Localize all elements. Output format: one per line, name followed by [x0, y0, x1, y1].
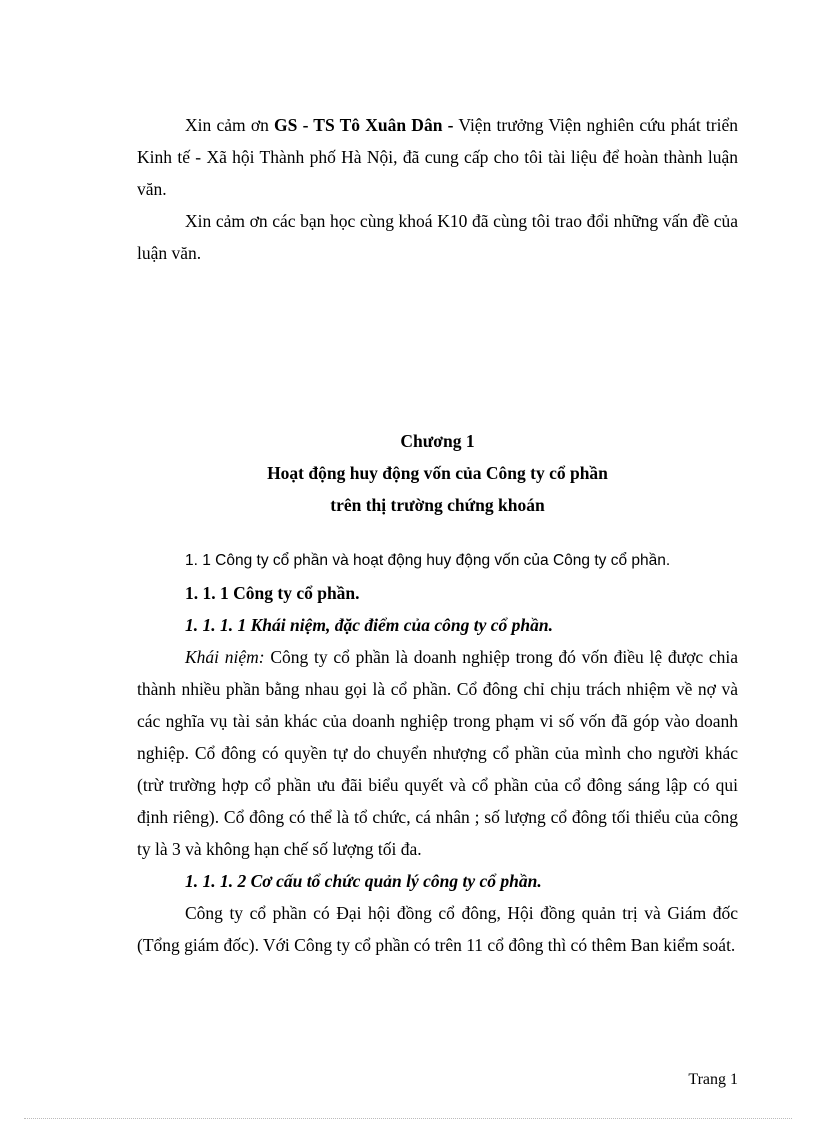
section-1-1-heading: 1. 1 Công ty cổ phần và hoạt động huy động vốn của Công ty cổ phần. — [185, 552, 671, 569]
definition-text: Công ty cổ phần là doanh nghiệp trong đó vốn điều lệ được chia thành nhiều phần bằng nhau gọi là cổ phần. Cổ đông chỉ chịu trách nhiệm về nợ và các nghĩa vụ tài sản khác của doanh nghiệp trong phạm vi số vốn đã góp vào doanh nghiệp. Cổ đông có quyền tự do chuyển nhượng cổ phần của mình cho người khác (trừ trường hợp cổ phần ưu đãi biểu quyết và cổ phần của cổ đông sáng lập có qui định riêng). Cổ đông có thể là tổ chức, cá nhân ; số lượng cổ đông tối thiểu của công ty là 3 và không hạn chế số lượng tối đa. — [137, 647, 738, 859]
chapter-number: Chương 1 — [400, 431, 475, 451]
chapter-title-line-2: trên thị trường chứng khoán — [330, 495, 545, 515]
chapter-heading — [137, 425, 738, 521]
definition-paragraph — [137, 641, 738, 865]
ack-p1-prefix: Xin cảm ơn — [185, 115, 275, 135]
section-1-1-1-heading: 1. 1. 1 Công ty cổ phần. — [185, 583, 360, 603]
ack-paragraph-2: Xin cảm ơn các bạn học cùng khoá K10 đã cùng tôi trao đổi những vấn đề của luận văn. — [137, 211, 738, 263]
ack-paragraph-1 — [137, 109, 738, 205]
acknowledgement-section — [137, 109, 738, 269]
section-1-1-1-1-heading: 1. 1. 1. 1 Khái niệm, đặc điểm của công ty cổ phần. — [185, 615, 553, 635]
chapter-body — [137, 545, 738, 961]
section-1-1-1-2-heading: 1. 1. 1. 2 Cơ cấu tổ chức quản lý công ty cổ phần. — [185, 871, 542, 891]
definition-label: Khái niệm: — [185, 647, 265, 667]
page-number: Trang 1 — [688, 1071, 738, 1088]
page-bottom-divider — [24, 1118, 792, 1119]
structure-paragraph: Công ty cổ phần có Đại hội đồng cổ đông, Hội đồng quản trị và Giám đốc (Tổng giám đốc). Với Công ty cổ phần có trên 11 cổ đông thì có thêm Ban kiểm soát. — [137, 903, 738, 955]
ack-p1-suffix: Viện trưởng Viện nghiên cứu phát triển Kinh tế - Xã hội Thành phố Hà Nội, đã cung cấp cho tôi tài liệu để hoàn thành luận văn. — [137, 115, 738, 199]
chapter-title-line-1: Hoạt động huy động vốn của Công ty cổ phần — [267, 463, 608, 483]
ack-p1-name: GS - TS Tô Xuân Dân - — [274, 115, 454, 135]
